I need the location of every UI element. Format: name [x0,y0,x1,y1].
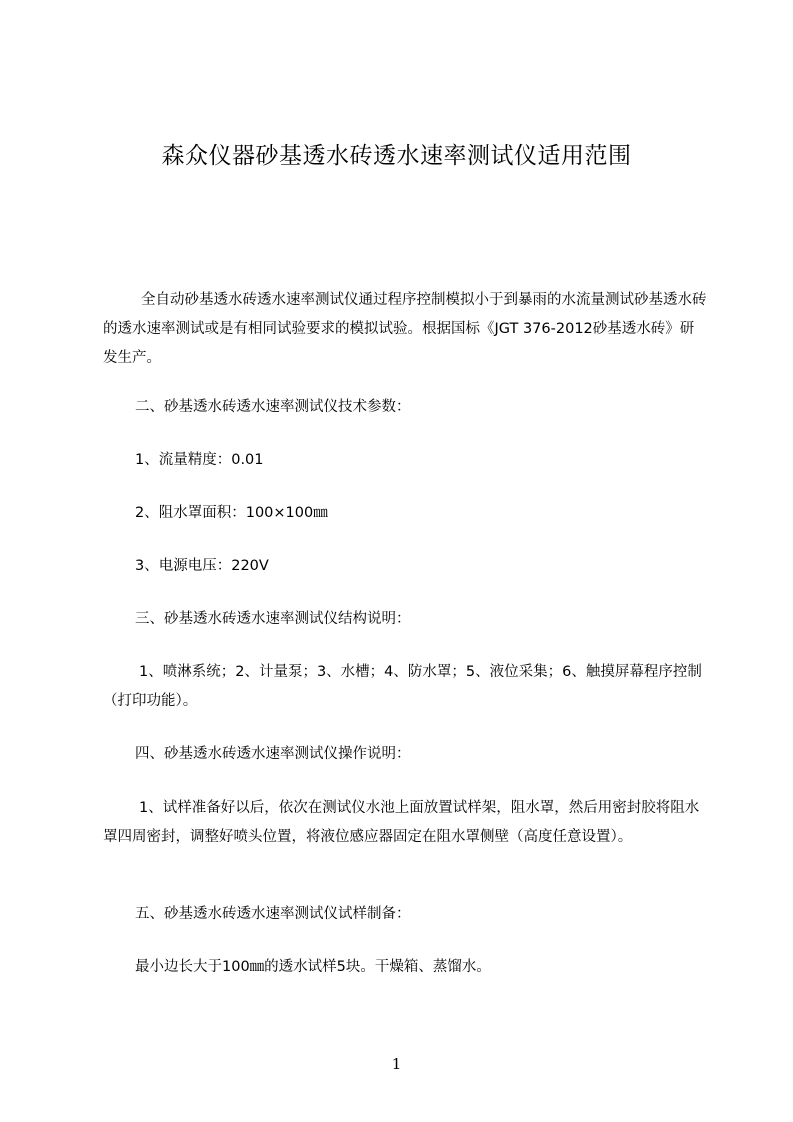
param-flow-accuracy: 1、流量精度：0.01 [135,452,264,468]
page-number: 1 [391,1055,402,1073]
structure-paragraph: 1、喷淋系统；2、计量泵；3、水槽；4、防水罩；5、液位采集；6、触摸屏幕程序控制（打印功能）。 [103,664,702,709]
param-water-cover-area: 2、阻水罩面积：100×100㎜ [135,505,328,521]
intro-paragraph: 全自动砂基透水砖透水速率测试仪通过程序控制模拟小于到暴雨的水流量测试砂基透水砖的透水速率测试或是有相同试验要求的模拟试验。根据国标《JGT 376-2012砂基透水砖》研发生产。 [103,292,707,366]
section-5-heading: 五、砂基透水砖透水速率测试仪试样制备： [135,906,411,922]
document-title: 森众仪器砂基透水砖透水速率测试仪适用范围 [161,143,632,169]
section-2-heading: 二、砂基透水砖透水速率测试仪技术参数： [135,399,411,415]
operation-paragraph: 1、试样准备好以后，依次在测试仪水池上面放置试样架，阻水罩，然后用密封胶将阻水罩四周密封，调整好喷头位置，将液位感应器固定在阻水罩侧壁（高度任意设置）。 [103,800,700,845]
section-4-heading: 四、砂基透水砖透水速率测试仪操作说明： [135,746,411,762]
section-3-heading: 三、砂基透水砖透水速率测试仪结构说明： [135,611,411,627]
sample-prep-text: 最小边长大于100㎜的透水试样5块。干燥箱、蒸馏水。 [135,959,491,975]
param-supply-voltage: 3、电源电压：220V [135,558,269,574]
